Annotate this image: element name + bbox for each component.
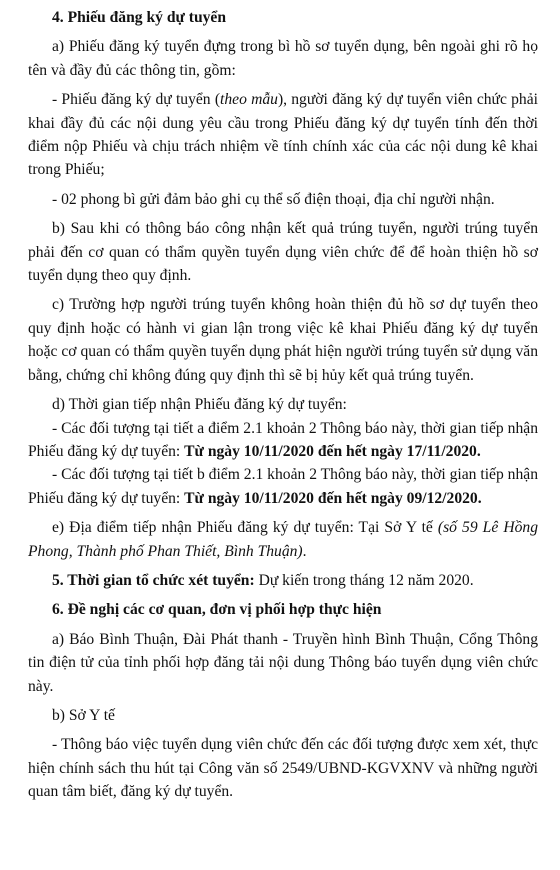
line-2-text: - Các đối tượng tại tiết b điểm 2.1 khoản 2 Thông báo này, thời gian tiếp nhận Phiếu đăng ký dự tuyển:: [28, 466, 538, 507]
section-4e-end: .: [302, 542, 307, 560]
section-4a-text: a) Phiếu đăng ký tuyển đựng trong bì hồ sơ tuyển dụng, bên ngoài ghi rõ họ tên và đầy đủ các thông tin, gồm:: [28, 38, 538, 79]
section-6a-text: a) Báo Bình Thuận, Đài Phát thanh - Truyền hình Bình Thuận, Cổng Thông tin điện tử của tỉnh phối hợp đăng tải nội dung Thông báo tuyển dụng viên chức này.: [28, 630, 538, 695]
section-4d-line-2: [28, 463, 538, 510]
section-4e-lead: e) Địa điểm tiếp nhận Phiếu đăng ký dự tuyển: Tại Sở Y tế: [52, 519, 438, 537]
section-6b-detail: - Thông báo việc tuyển dụng viên chức đến các đối tượng được xem xét, thực hiện chính sách thu hút tại Công văn số 2549/UBND-KGVXNV và những người quan tâm biết, đăng ký dự tuyển.: [28, 736, 538, 801]
section-4a-bullet-1: [28, 88, 538, 182]
section-4e-text: [28, 516, 538, 563]
line-1-text: - Các đối tượng tại tiết a điểm 2.1 khoản 2 Thông báo này, thời gian tiếp nhận Phiếu đăng ký dự tuyển:: [28, 419, 538, 460]
section-4e-address: (số 59 Lê Hồng Phong, Thành phố Phan Thiết, Bình Thuận): [28, 519, 538, 560]
line-1-dates: Từ ngày 10/11/2020 đến hết ngày 17/11/2020.: [184, 442, 481, 460]
bullet-1-pre: - Phiếu đăng ký dự tuyển (: [52, 91, 221, 109]
section-5: [28, 569, 538, 592]
section-4b-text: b) Sau khi có thông báo công nhận kết quả trúng tuyển, người trúng tuyển phải đến cơ quan có thẩm quyền tuyển dụng viên chức để để hoàn thiện hồ sơ tuyển dụng theo quy định.: [28, 220, 538, 285]
section-4-heading: 4. Phiếu đăng ký dự tuyển: [52, 9, 227, 26]
bullet-1-italic: theo mẫu: [220, 91, 278, 109]
section-4c-text: c) Trường hợp người trúng tuyển không hoàn thiện đủ hồ sơ dự tuyển theo quy định hoặc có hành vi gian lận trong việc kê khai Phiếu đăng ký dự tuyển hoặc cơ quan có thẩm quyền tuyển dụng phát hiện người trúng tuyển sử dụng văn bằng, chứng chỉ không đúng quy định thì sẽ bị hủy kết quả trúng tuyển.: [28, 296, 538, 384]
line-2-dates: Từ ngày 10/11/2020 đến hết ngày 09/12/2020.: [184, 489, 482, 507]
section-4d-intro: d) Thời gian tiếp nhận Phiếu đăng ký dự tuyển:: [52, 396, 347, 414]
section-5-text: Dự kiến trong tháng 12 năm 2020.: [254, 571, 474, 589]
section-6-heading: 6. Đề nghị các cơ quan, đơn vị phối hợp thực hiện: [52, 601, 382, 619]
section-6b-heading: b) Sở Y tế: [52, 706, 115, 724]
section-4d-line-1: [28, 417, 538, 464]
section-5-heading: 5. Thời gian tổ chức xét tuyển:: [52, 571, 255, 589]
section-4a-bullet-2: - 02 phong bì gửi đảm bảo ghi cụ thể số điện thoại, địa chỉ người nhận.: [52, 190, 495, 208]
bullet-1-post: ), người đăng ký dự tuyển viên chức phải khai đầy đủ các nội dung yêu cầu trong Phiếu đăng ký dự tuyển tính đến thời điểm nộp Phiếu và chịu trách nhiệm về tính chính xác của các nội dung kê khai trong Phiếu;: [28, 91, 538, 179]
